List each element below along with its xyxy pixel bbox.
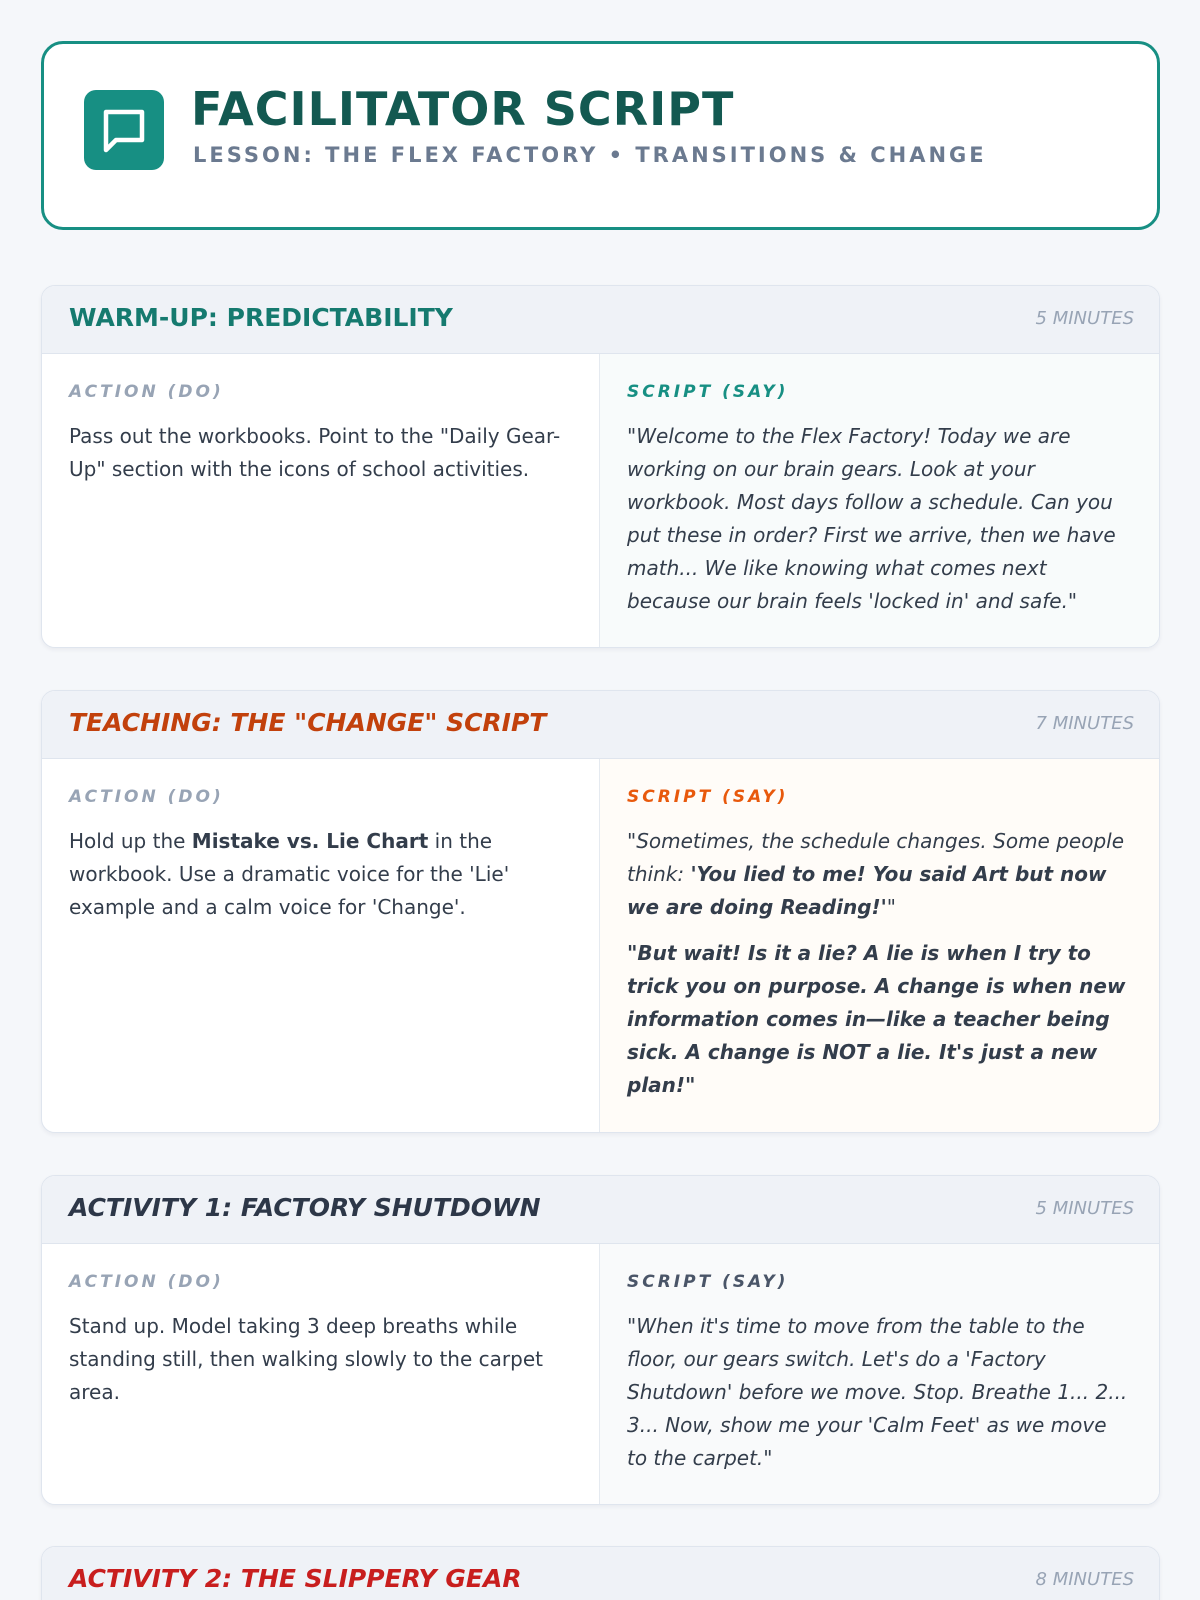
script-label: SCRIPT (SAY) (627, 787, 789, 807)
section-duration: 8 MINUTES (1035, 1569, 1134, 1590)
chat-bubble-icon (84, 90, 164, 170)
action-column (42, 759, 600, 1132)
action-label: ACTION (DO) (69, 382, 224, 402)
action-column (42, 354, 600, 647)
page-subtitle: LESSON: THE FLEX FACTORY • TRANSITIONS & CHANGE (193, 143, 987, 167)
action-text: Pass out the workbooks. Point to the "Daily Gear-Up" section with the icons of school activities. (69, 424, 561, 481)
action-text-pre: Hold up the (69, 829, 192, 853)
section-card-activity-1 (41, 1175, 1160, 1505)
section-card-activity-2 (41, 1546, 1160, 1600)
script-label: SCRIPT (SAY) (627, 382, 789, 402)
action-text (69, 825, 569, 924)
section-duration: 5 MINUTES (1035, 308, 1134, 329)
section-title: TEACHING: THE "CHANGE" SCRIPT (69, 708, 547, 737)
script-column (600, 759, 1159, 1132)
section-header (42, 691, 1159, 759)
section-duration: 5 MINUTES (1035, 1198, 1134, 1219)
section-title: WARM-UP: PREDICTABILITY (69, 303, 453, 332)
script-text-pre: "Sometimes, the schedule changes. Some people think: (627, 829, 1125, 886)
section-card-warmup (41, 285, 1160, 648)
script-text-bold: 'You lied to me! You said Art but now we are doing Reading!' (627, 862, 1107, 919)
section-title: ACTIVITY 2: THE SLIPPERY GEAR (69, 1564, 522, 1593)
header-card (41, 41, 1160, 230)
script-label: SCRIPT (SAY) (627, 1272, 789, 1292)
action-text: Stand up. Model taking 3 deep breaths while standing still, then walking slowly to the carpet area. (69, 1314, 543, 1404)
action-text-post: in the workbook. Use a dramatic voice for the 'Lie' example and a calm voice for 'Change'. (69, 829, 510, 919)
section-card-teaching (41, 690, 1160, 1133)
script-column (600, 354, 1159, 647)
page-title: FACILITATOR SCRIPT (191, 82, 735, 136)
script-text: "Welcome to the Flex Factory! Today we are working on our brain gears. Look at your workbook. Most days follow a schedule. Can you put these in order? First we arrive, then we have math... We like knowing what comes next because our brain feels 'locked in' and safe." (627, 424, 1116, 613)
script-text-post: " (886, 895, 896, 919)
script-column (600, 1244, 1159, 1504)
script-paragraph-2: "But wait! Is it a lie? A lie is when I try to trick you on purpose. A change is when new information comes in—like a teacher being sick. A change is NOT a lie. It's just a new plan!" (627, 941, 1126, 1097)
script-paragraph (627, 825, 1132, 924)
script-text (627, 825, 1132, 1102)
section-title: ACTIVITY 1: FACTORY SHUTDOWN (69, 1193, 541, 1222)
section-header (42, 286, 1159, 354)
section-header (42, 1176, 1159, 1244)
section-header (42, 1547, 1159, 1600)
script-text: "When it's time to move from the table to the floor, our gears switch. Let's do a 'Factory Shutdown' before we move. Stop. Breathe 1... 2... 3... Now, show me your 'Calm Feet' as we move to the carpet." (627, 1314, 1128, 1470)
action-text-bold: Mistake vs. Lie Chart (191, 829, 429, 853)
action-column (42, 1244, 600, 1504)
action-label: ACTION (DO) (69, 787, 224, 807)
section-duration: 7 MINUTES (1035, 713, 1134, 734)
action-label: ACTION (DO) (69, 1272, 224, 1292)
